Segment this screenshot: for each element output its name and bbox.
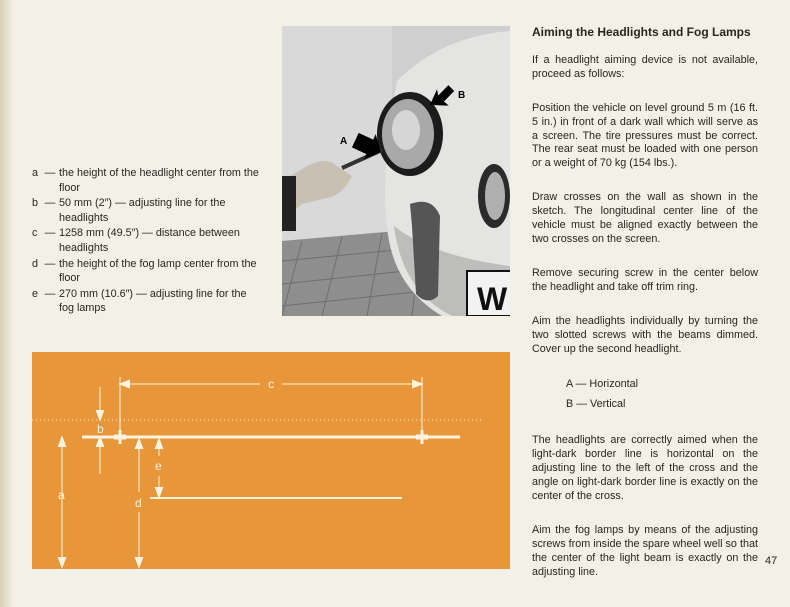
legend-item-c [32, 226, 264, 255]
legend-dash: — [44, 227, 56, 240]
page-spine-shadow [0, 0, 14, 607]
left-cross-marker [114, 430, 126, 444]
dim-e-arrow-down-icon [156, 488, 162, 496]
headlight-photo-drawing [282, 26, 510, 316]
direction-a: A — Horizontal [566, 378, 639, 391]
dim-a-arrow-down-icon [59, 558, 65, 566]
instructions-column [532, 26, 758, 600]
instruction-paragraph: If a headlight aiming device is not available, proceed as follows: [532, 53, 758, 80]
dim-d-arrow-up-icon [136, 440, 142, 448]
photo-label-b: B [458, 90, 466, 101]
legend-dash: — [44, 257, 56, 270]
legend-key: e [32, 287, 39, 300]
legend-item-d [32, 257, 264, 286]
instruction-paragraph: Aim the headlights individually by turning the two slotted screws with the beams dimmed. Cover up the second headlight. [532, 314, 758, 355]
dim-a-arrow-up-icon [59, 438, 65, 446]
instruction-paragraph: Remove securing screw in the center below the headlight and take off trim ring. [532, 266, 758, 293]
diagram-label-b: b [97, 422, 104, 436]
photo-sleeve [282, 176, 296, 231]
legend-dash: — [44, 167, 56, 179]
legend-text: 50 mm (2″) — adjusting line for the headlights [59, 197, 226, 224]
legend-text: the height of the fog lamp center from the floor [59, 257, 257, 285]
diagram-label-d: d [135, 496, 142, 510]
instruction-paragraph: The headlights are correctly aimed when the light-dark border line is horizontal on the adjusting line to the left of the cross and the angle on light-dark border line is exactly on the center of the cross. [532, 434, 758, 503]
page-number: 47 [765, 555, 778, 567]
headlight-photo [282, 26, 510, 316]
dim-e-arrow-up-icon [156, 440, 162, 448]
diagram-label-c: c [268, 377, 274, 391]
photo-wall-light [282, 26, 392, 241]
legend-dash: — [44, 287, 56, 300]
aiming-diagram [32, 352, 510, 569]
instruction-paragraph: Position the vehicle on level ground 5 m (16 ft. 5 in.) in front of a dark wall which will serve as a screen. The tire pressures must be correct. The rear seat must be loaded with one person or a weight of 70 kg (154 lbs.). [532, 101, 758, 170]
section-heading: Aiming the Headlights and Fog Lamps [532, 25, 751, 39]
right-cross-marker [416, 430, 428, 444]
legend-key: b [32, 197, 39, 210]
aiming-diagram-drawing [32, 352, 510, 569]
dim-b-arrow-down-icon [97, 411, 103, 419]
dim-c-arrow-left-icon [121, 381, 129, 387]
dim-c-arrow-right-icon [413, 381, 421, 387]
legend-item-e [32, 287, 264, 316]
legend-key: a [32, 167, 39, 179]
diagram-label-e: e [155, 459, 162, 473]
legend-dash: — [44, 197, 56, 210]
instruction-paragraph: Aim the fog lamps by means of the adjusting screws from inside the spare wheel well so that the center of the light beam is exactly on the adjusting line. [532, 523, 758, 578]
photo-fog-lamp-lens [485, 172, 505, 220]
dim-d-arrow-down-icon [136, 558, 142, 566]
dimension-legend [32, 166, 264, 317]
legend-item-a [32, 166, 264, 195]
photo-headlight-reflector [392, 110, 420, 150]
legend-key: c [32, 227, 38, 240]
instruction-paragraph: Draw crosses on the wall as shown in the sketch. The longitudinal center line of the vehicle must be aligned exactly between the two crosses on the screen. [532, 191, 758, 245]
dim-b-arrow-up-icon [97, 438, 103, 446]
legend-text: 1258 mm (49.5″) — distance between headlights [59, 227, 240, 254]
legend-text: 270 mm (10.6″) — adjusting line for the fog lamps [59, 287, 247, 315]
direction-b: B — Vertical [566, 398, 626, 411]
photo-label-a: A [340, 136, 348, 147]
legend-text: the height of the headlight center from the floor [59, 167, 259, 194]
diagram-label-a: a [58, 488, 65, 502]
legend-key: d [32, 257, 39, 270]
legend-item-b [32, 196, 264, 225]
screw-directions [566, 374, 758, 414]
photo-plate-letter: W [477, 281, 508, 316]
